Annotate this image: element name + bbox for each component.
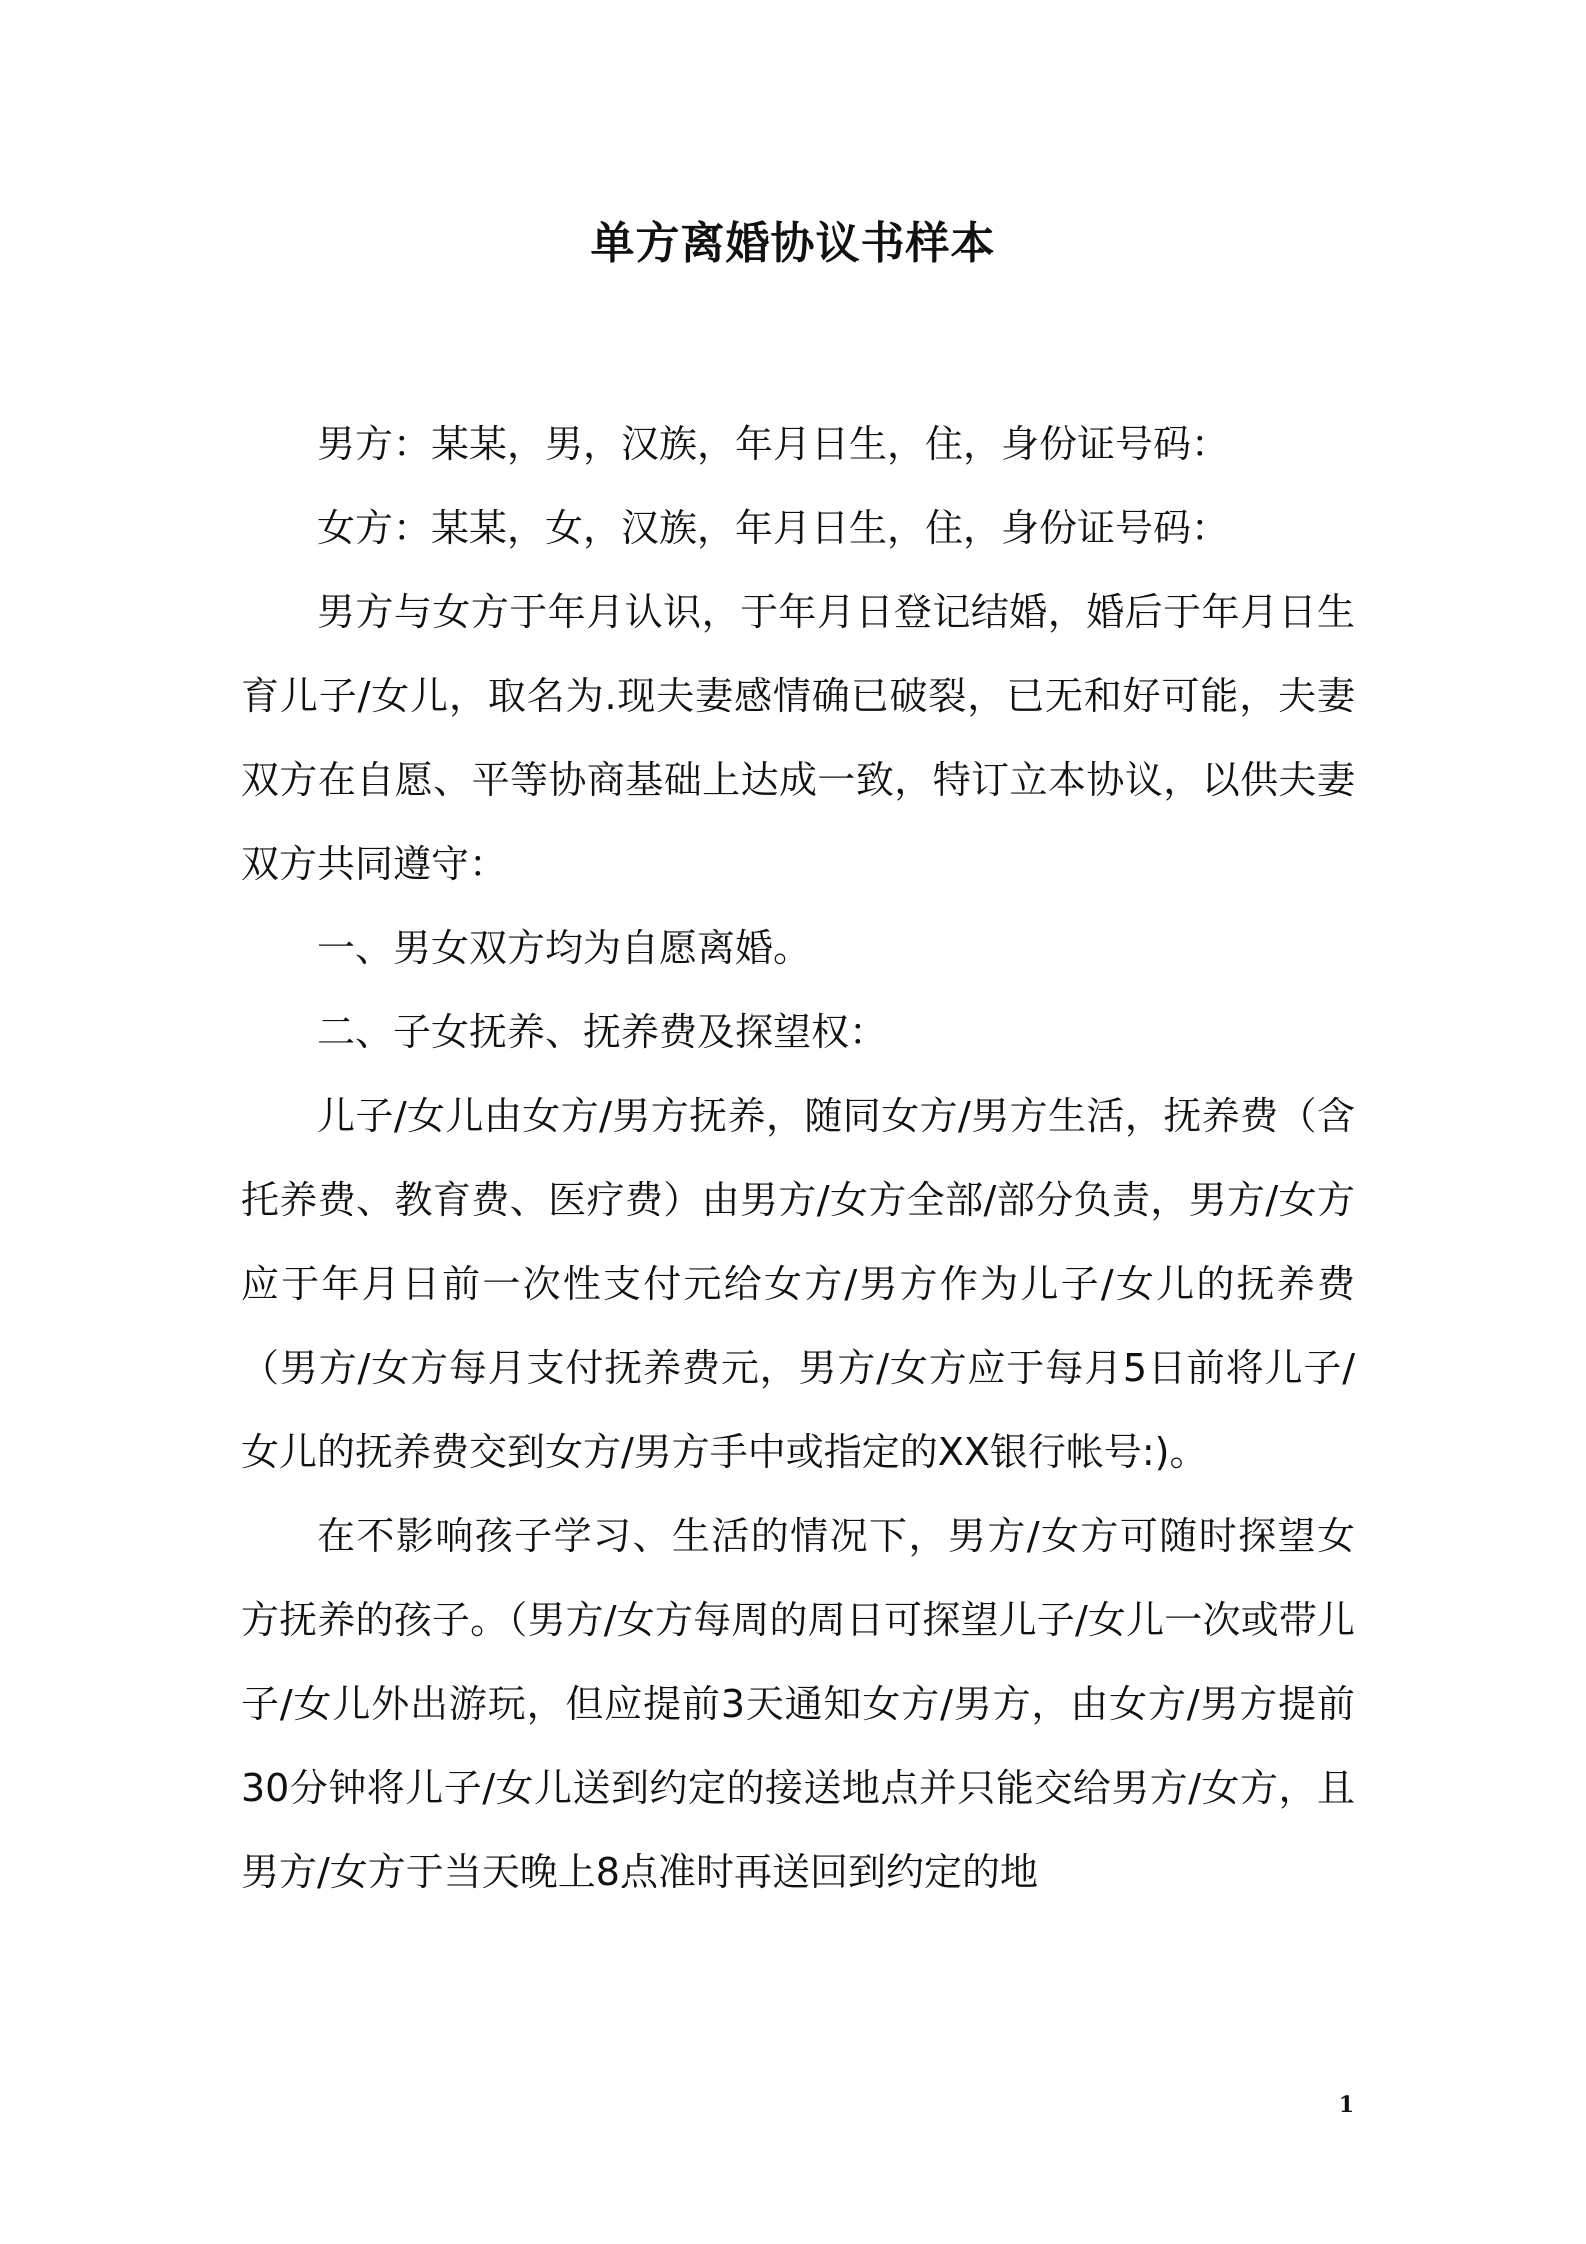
document-body: [241, 402, 1355, 1914]
page-number: 1: [1338, 2092, 1354, 2118]
paragraph-female-party: 女方：某某，女，汉族，年月日生，住，身份证号码：: [317, 506, 1230, 550]
paragraph-male-party: 男方：某某，男，汉族，年月日生，住，身份证号码：: [317, 422, 1230, 466]
paragraph-child-support: 儿子/女儿由女方/男方抚养，随同女方/男方生活，抚养费（含托养费、教育费、医疗费）由男方/女方全部/部分负责，男方/女方应于年月日前一次性支付元给女方/男方作为儿子/女儿的抚养费（男方/女方每月支付抚养费元，男方/女方应于每月5日前将儿子/女儿的抚养费交到女方/男方手中或指定的XX银行帐号:)。: [241, 1094, 1355, 1474]
paragraph-clause-one: 一、男女双方均为自愿离婚。: [317, 926, 812, 970]
paragraph-visitation: 在不影响孩子学习、生活的情况下，男方/女方可随时探望女方抚养的孩子。（男方/女方每周的周日可探望儿子/女儿一次或带儿子/女儿外出游玩，但应提前3天通知女方/男方，由女方/男方提前30分钟将儿子/女儿送到约定的接送地点并只能交给男方/女方，且男方/女方于当天晚上8点准时再送回到约定的地: [241, 1514, 1355, 1894]
paragraph-clause-two-heading: 二、子女抚养、抚养费及探望权：: [317, 1010, 888, 1054]
paragraph-background: 男方与女方于年月认识，于年月日登记结婚，婚后于年月日生育儿子/女儿，取名为.现夫妻感情确已破裂，已无和好可能，夫妻双方在自愿、平等协商基础上达成一致，特订立本协议，以供夫妻双方共同遵守：: [241, 590, 1355, 886]
document-title: 单方离婚协议书样本: [590, 218, 996, 269]
